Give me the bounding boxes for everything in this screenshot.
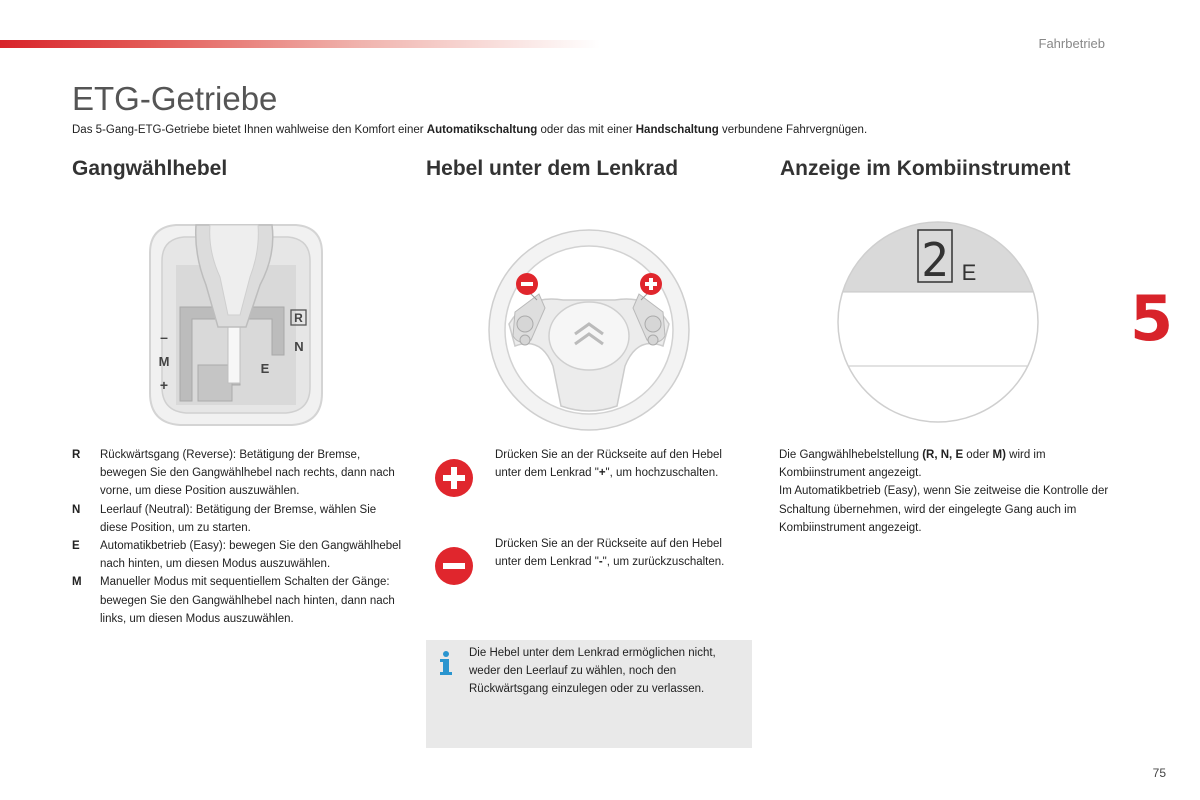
paddles-heading: Hebel unter dem Lenkrad [426,157,679,180]
gate-label-r: R [294,311,303,325]
page-title: ETG-Getriebe [72,80,278,117]
chapter-number: 5 [1130,282,1174,355]
gate-label-e: E [260,361,270,376]
header-accent-bar [0,40,600,48]
upshift-text: Drücken Sie an der Rückseite auf den Hebel unter dem Lenkrad "+", um hochzuschalten. [495,449,722,480]
gate-label-minus: – [160,329,168,345]
list-item: M Manueller Modus mit sequentiellem Schalten der Gänge: bewegen Sie den Gangwählhebel nach hinten, dann nach links, um diesen Modus auszuwählen. [72,576,395,625]
steering-wheel-illustration [487,228,691,432]
page-number: 75 [1152,766,1166,780]
minus-circle-icon [434,546,474,586]
display-paragraph-2: Im Automatikbetrieb (Easy), wenn Sie zeitweise die Kontrolle der Schaltung übernehmen, wird der eingelegte Gang auch im Kombiinstrument angezeigt. [779,485,1109,534]
lever-positions-list [72,446,402,628]
display-mode-value: E [961,260,977,285]
display-paragraph-1: Die Gangwählhebelstellung (R, N, E oder M) wird im Kombiinstrument angezeigt. [779,449,1046,480]
gate-label-plus: + [159,377,169,393]
display-heading: Anzeige im Kombiinstrument [780,157,1071,180]
info-box [426,640,752,748]
instrument-display-illustration [836,220,1040,424]
display-description [779,446,1119,537]
gate-label-n: N [294,339,304,354]
gear-lever-illustration [136,215,336,433]
display-gear-value: 2 [921,233,949,287]
gate-label-m: M [158,354,170,369]
info-text: Die Hebel unter dem Lenkrad ermöglichen nicht, weder den Leerlauf zu wählen, noch den Rückwärtsgang einzulegen oder zu verlassen. [469,647,716,696]
lever-heading: Gangwählhebel [72,157,228,180]
plus-circle-icon [434,458,474,498]
list-item: R Rückwärtsgang (Reverse): Betätigung der Bremse, bewegen Sie den Gangwählhebel nach rechts, dann nach vorne, um diese Position auszuwählen. [72,449,395,498]
intro-text: Das 5-Gang-ETG-Getriebe bietet Ihnen wahlweise den Komfort einer Automatikschaltung oder das mit einer Handschaltung verbundene Fahrvergnügen. [72,124,868,136]
downshift-text: Drücken Sie an der Rückseite auf den Hebel unter dem Lenkrad "-", um zurückzuschalten. [495,538,725,569]
list-item: E Automatikbetrieb (Easy): bewegen Sie den Gangwählhebel nach hinten, um diesen Modus auszuwählen. [72,540,402,571]
list-item: N Leerlauf (Neutral): Betätigung der Bremse, wählen Sie diese Position, um zu starten. [72,503,377,534]
section-name: Fahrbetrieb [1038,36,1105,51]
info-icon [438,650,454,676]
